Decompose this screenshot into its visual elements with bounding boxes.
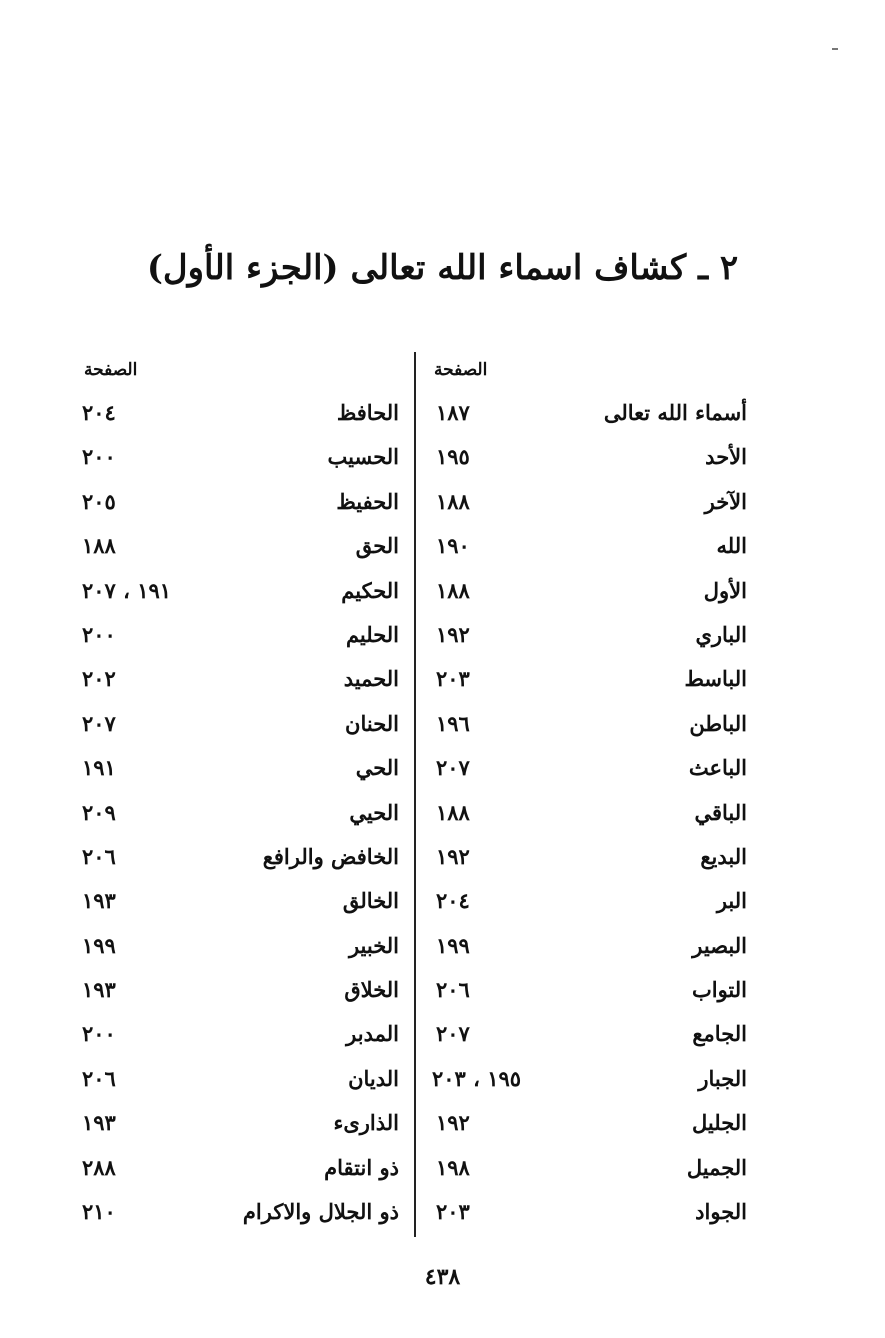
index-entry	[430, 1007, 755, 1051]
index-entry	[70, 741, 415, 785]
entry-page: ١٩٣	[82, 888, 116, 914]
entry-name: الحيي	[349, 799, 399, 825]
entry-name: الباعث	[688, 755, 747, 781]
index-column-right	[430, 352, 755, 1232]
index-entry	[430, 1096, 755, 1140]
index-entry	[430, 919, 755, 963]
entry-page: ٢٠٧	[436, 1021, 470, 1047]
entry-name: ذو انتقام	[324, 1154, 399, 1180]
index-entry	[430, 830, 755, 874]
index-entry	[430, 1185, 755, 1229]
entry-name: الخبير	[348, 932, 399, 958]
entry-page: ١٩١	[82, 755, 116, 781]
entry-name: الذارىء	[333, 1110, 399, 1136]
entry-name: الحق	[355, 533, 399, 559]
entry-page: ١٨٨	[436, 799, 470, 825]
entry-name: الأحد	[705, 444, 747, 470]
entry-page: ١٩٩	[82, 932, 116, 958]
entry-name: الجميل	[686, 1154, 747, 1180]
entry-page: ١٩٩	[436, 932, 470, 958]
entry-name: البصير	[692, 932, 747, 958]
entry-name: الحكيم	[341, 577, 399, 603]
entry-name: الله	[716, 533, 747, 559]
entry-name: الديان	[348, 1065, 399, 1091]
index-entry	[70, 1141, 415, 1185]
index-entry	[70, 430, 415, 474]
entry-name: البر	[716, 888, 747, 914]
entry-name: الجبار	[698, 1065, 747, 1091]
index-entry	[70, 697, 415, 741]
entry-name: الجواد	[695, 1199, 747, 1225]
entry-page: ٢٠٠	[82, 621, 116, 647]
column-header-left	[70, 352, 415, 386]
entry-page: ١٨٧	[436, 400, 470, 425]
scan-speck	[832, 48, 838, 50]
index-entry	[70, 1007, 415, 1051]
entry-page: ٢٠٤	[82, 400, 116, 425]
index-entry	[70, 1052, 415, 1096]
index-entry	[430, 608, 755, 652]
index-entry	[430, 652, 755, 696]
entry-page: ٢٠٧	[82, 710, 116, 736]
entry-page: ٢٠٩	[82, 799, 116, 825]
index-entry	[70, 386, 415, 430]
index-entry	[430, 430, 755, 474]
entry-name: الحسيب	[327, 444, 399, 470]
entry-name: الباقي	[694, 799, 747, 825]
entry-page: ١٩٨	[436, 1154, 470, 1180]
index-entry	[430, 874, 755, 918]
entry-page: ٢٨٨	[82, 1154, 116, 1180]
entry-page: ١٨٨	[82, 533, 116, 559]
entry-page: ١٨٨	[436, 577, 470, 603]
entry-name: الحافظ	[336, 400, 399, 425]
index-entry	[70, 608, 415, 652]
index-entry	[70, 963, 415, 1007]
column-header-right	[430, 352, 755, 386]
entry-page: ٢٠٢	[82, 666, 116, 692]
entry-name: الجامع	[692, 1021, 747, 1047]
index-entry	[70, 919, 415, 963]
entry-name: البديع	[700, 843, 747, 869]
index-entry	[70, 830, 415, 874]
entry-name: المدبر	[346, 1021, 399, 1047]
entry-name: التواب	[691, 977, 747, 1003]
index-entry	[70, 786, 415, 830]
index-entry	[70, 519, 415, 563]
index-entry	[430, 386, 755, 430]
index-entry	[430, 741, 755, 785]
entry-page: ١٩٢	[436, 843, 470, 869]
index-entry	[430, 1052, 755, 1096]
index-column-left	[70, 352, 415, 1232]
index-entry	[430, 963, 755, 1007]
entry-name: الخافض والرافع	[262, 843, 399, 869]
entry-page: ١٩٦	[436, 710, 470, 736]
entry-name: الخلاق	[344, 977, 399, 1003]
page-column-label: الصفحة	[434, 360, 488, 380]
entry-page: ١٩٢	[436, 1110, 470, 1136]
entry-page: ٢٠٥	[82, 488, 116, 514]
entry-page: ١٩٢	[436, 621, 470, 647]
entry-page: ٢٠٠	[82, 444, 116, 470]
entry-name: الباطن	[689, 710, 747, 736]
index-entry	[70, 652, 415, 696]
entry-page: ٢٠٦	[436, 977, 470, 1003]
index-entry	[430, 1141, 755, 1185]
entry-page: ١٨٨	[436, 488, 470, 514]
entry-name: الآخر	[704, 488, 747, 514]
entry-name: الباري	[695, 621, 747, 647]
page-number: ٤٣٨	[424, 1264, 461, 1290]
entry-page: ١٩٣	[82, 1110, 116, 1136]
entry-page: ٢٠٦	[82, 1065, 116, 1091]
entry-name: الخالق	[342, 888, 399, 914]
entry-page: ٢٠٤	[436, 888, 470, 914]
page-column-label: الصفحة	[84, 360, 138, 380]
page-title: ٢ ـ كشاف اسماء الله تعالى (الجزء الأول)	[146, 248, 739, 288]
entry-name: الحميد	[343, 666, 399, 692]
entry-name: الحي	[355, 755, 399, 781]
index-entry	[70, 475, 415, 519]
index-entry	[70, 1096, 415, 1140]
entry-page: ١٩١ ، ٢٠٧	[82, 577, 172, 603]
index-entry	[430, 697, 755, 741]
entry-name: ذو الجلال والاكرام	[242, 1199, 399, 1225]
entry-name: الأول	[703, 577, 747, 603]
index-entry	[70, 564, 415, 608]
entry-page: ١٩٣	[82, 977, 116, 1003]
entry-page: ١٩٥	[436, 444, 470, 470]
entry-name: الحنان	[345, 710, 399, 736]
entry-page: ٢٠٠	[82, 1021, 116, 1047]
entry-name: أسماء الله تعالى	[603, 400, 747, 425]
entry-name: الباسط	[684, 666, 747, 692]
entry-page: ١٩٠	[436, 533, 470, 559]
index-entry	[430, 786, 755, 830]
index-entry	[70, 1185, 415, 1229]
index-entry	[430, 519, 755, 563]
entry-page: ٢٠٣	[436, 1199, 470, 1225]
index-entry	[70, 874, 415, 918]
entry-page: ٢٠٣	[436, 666, 470, 692]
entry-page: ٢٠٦	[82, 843, 116, 869]
entry-page: ٢١٠	[82, 1199, 116, 1225]
entry-name: الجليل	[692, 1110, 747, 1136]
entry-page: ٢٠٧	[436, 755, 470, 781]
index-entry	[430, 475, 755, 519]
index-entry	[430, 564, 755, 608]
entry-name: الحفيظ	[336, 488, 399, 514]
entry-name: الحليم	[345, 621, 399, 647]
entry-page: ١٩٥ ، ٢٠٣	[432, 1065, 522, 1091]
